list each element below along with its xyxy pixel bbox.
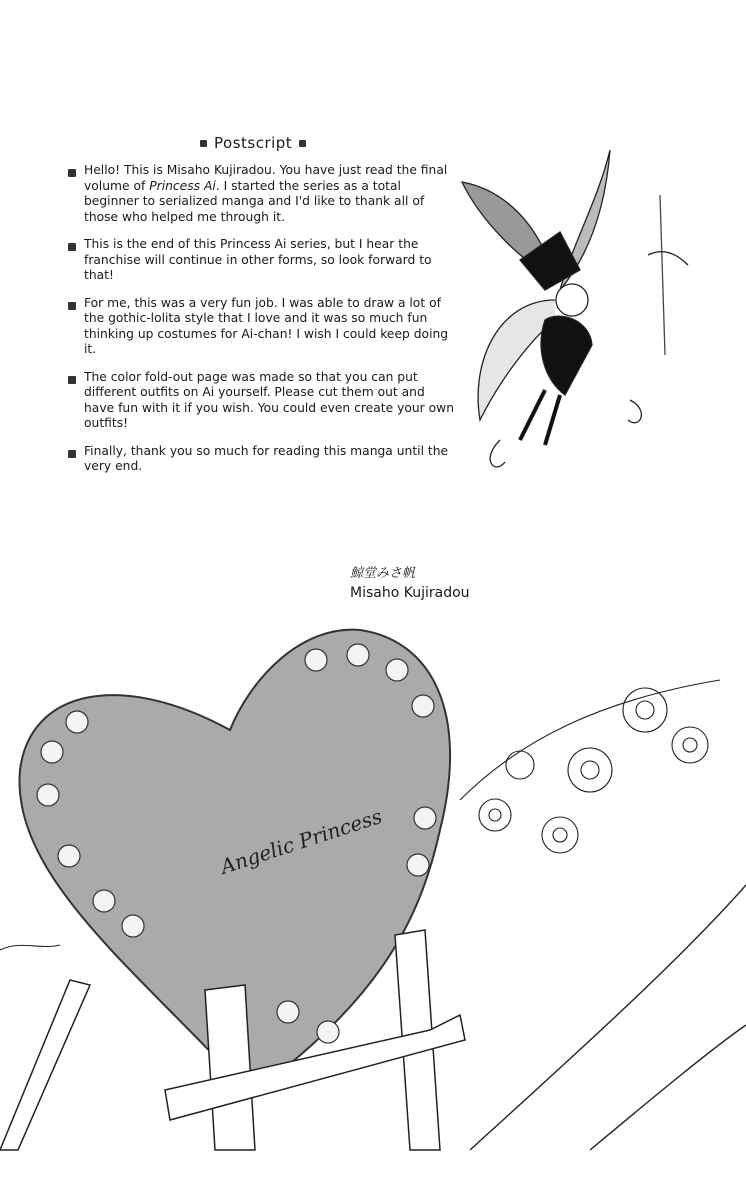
signature-japanese: 鯨堂みさ帆 [350, 566, 416, 581]
fairy-head [556, 284, 588, 316]
fairy-ribbon [490, 440, 505, 467]
postscript-title-text: Postscript [214, 134, 293, 152]
fairy-legs [520, 390, 560, 445]
heart-sign-text: Angelic Princess [217, 803, 385, 879]
signature-english: Misaho Kujiradou [350, 585, 470, 601]
fairy-body [541, 316, 592, 395]
fairy-wand [660, 195, 665, 355]
paragraph-text: For me, this was a very fun job. I was able to draw a lot of the gothic-lolita style that I love and it was so much fun thinking up costumes for Ai-chan! I wish I could keep doing it. [84, 295, 449, 356]
paragraph-text: This is the end of this Princess Ai series, but I hear the franchise will continue in other forms, so look forward to that! [84, 237, 432, 282]
fairy-ribbon [628, 400, 641, 423]
paragraph-text: Finally, thank you so much for reading this manga until the very end. [84, 443, 449, 473]
paragraph-text: Hello! This is Misaho Kujiradou. You have just read the final volume of [84, 163, 448, 193]
title-reference: Princess Ai [149, 178, 216, 193]
fairy-wand [648, 252, 688, 265]
ground-lines [470, 885, 746, 1150]
paragraph-text: . I started the series as a total beginner to serialized manga and I'd like to thank all of those who helped me through it. [84, 178, 425, 224]
paragraph-text: The color fold-out page was made so that you can put different outfits on Ai yourself. Please cut them out and have fun with it if you wish. You could even create your own outfits! [84, 369, 454, 430]
